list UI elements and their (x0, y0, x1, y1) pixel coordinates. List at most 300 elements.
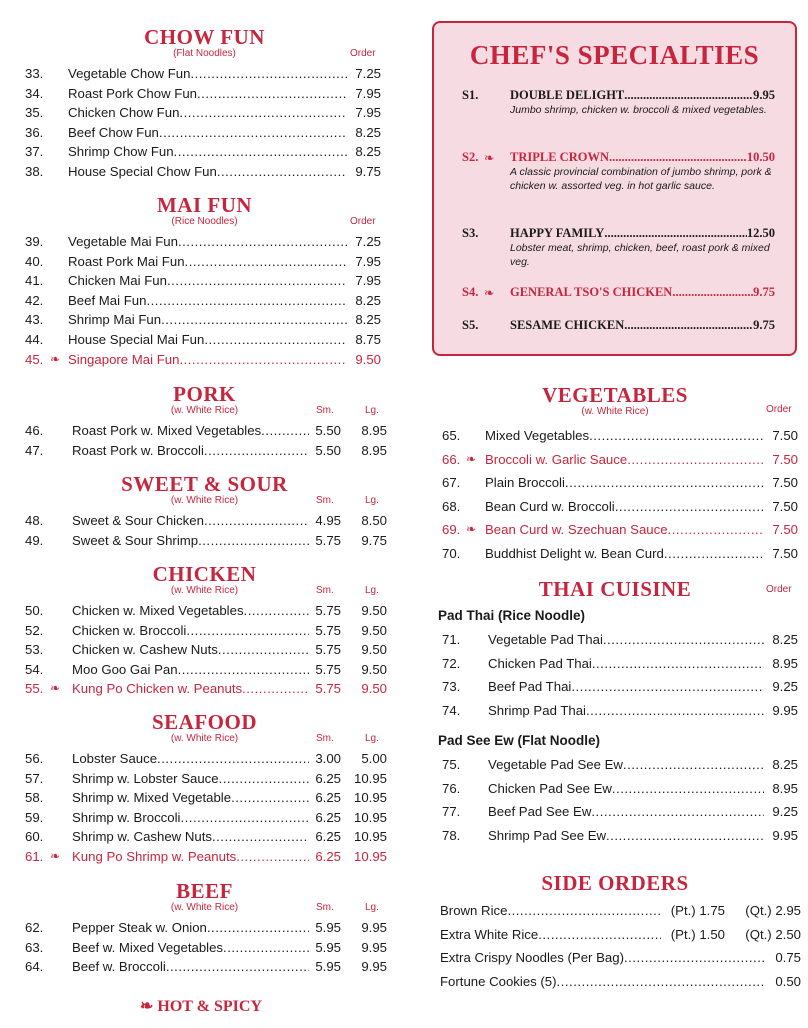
menu-item (22, 310, 387, 330)
item-number: 76. (442, 780, 461, 796)
item-name: Shrimp Pad See Ew (488, 827, 607, 843)
item-price: 3.00 (315, 751, 341, 766)
item-name: Shrimp w. Broccoli (72, 809, 181, 825)
menu-item (432, 755, 798, 775)
specialty-description: Jumbo shrimp, chicken w. broccoli & mixed vegetables. (510, 104, 767, 116)
leader-dots (167, 271, 347, 291)
item-name: Beef Chow Fun (68, 124, 159, 140)
hot-pepper-icon: ❧ (466, 451, 477, 466)
item-name: House Special Mai Fun (68, 331, 205, 347)
item-price: 5.75 (315, 532, 341, 548)
leader-dots (186, 621, 309, 641)
item-price: 7.50 (772, 498, 798, 514)
leader-dots (212, 827, 309, 847)
section-title: CHICKEN (152, 562, 257, 586)
leader-dots (242, 679, 309, 699)
menu-item (22, 123, 387, 143)
menu-item (432, 497, 798, 517)
item-price: 9.50 (361, 622, 387, 638)
section-subheader (22, 902, 387, 918)
item-name-line (440, 946, 765, 970)
leader-dots (591, 802, 764, 822)
item-name-line (72, 938, 309, 958)
item-number: 61. (25, 848, 44, 864)
pint-price: (Pt.) 1.50 (670, 926, 725, 942)
item-name-line (68, 310, 347, 330)
item-name: Vegetable Mai Fun (68, 234, 178, 249)
section-title: MAI FUN (156, 193, 253, 217)
side-order-item (440, 946, 801, 970)
specialty-code: S3. (462, 226, 479, 240)
menu-item (22, 679, 387, 699)
specialty-price: 9.95 (753, 88, 775, 102)
specialty-name-line (510, 88, 775, 103)
item-number: 47. (25, 442, 44, 458)
item-name-line (68, 232, 347, 252)
menu-item (22, 640, 387, 660)
menu-item (432, 654, 798, 674)
leader-dots (198, 531, 309, 551)
item-price: 5.50 (315, 423, 341, 438)
specialty-description: A classic provincial combination of jumbo shrimp, pork & chicken w. assorted veg. in hot garlic sauce. (510, 166, 772, 192)
item-name-line (440, 923, 661, 947)
item-name: Bean Curd w. Szechuan Sauce (485, 522, 668, 537)
item-price: 8.25 (772, 632, 798, 647)
price-column-header: Lg. (365, 902, 379, 913)
item-name-line (72, 788, 309, 808)
item-price: 7.25 (355, 66, 381, 81)
leader-dots (207, 918, 309, 938)
specialty-price: 12.50 (746, 226, 775, 240)
section-subheader (22, 48, 387, 64)
leader-dots (204, 330, 347, 350)
item-price: 9.95 (361, 959, 387, 975)
item-number: 66. (442, 451, 461, 467)
specialty-name-line (510, 285, 775, 300)
section-title: THAI CUISINE (538, 577, 692, 601)
item-price: 10.95 (353, 848, 387, 864)
leader-dots (664, 544, 764, 564)
item-number: 62. (25, 920, 44, 935)
item-price: 7.25 (355, 234, 381, 249)
hot-pepper-icon: ❧ (50, 351, 61, 366)
menu-item (22, 64, 387, 84)
hot-pepper-icon: ❧ (484, 151, 495, 165)
leader-dots (571, 677, 764, 697)
item-name: Shrimp Mai Fun (68, 312, 162, 328)
menu-item (22, 749, 387, 769)
item-name-line (72, 441, 309, 461)
specialty-code: S2. (462, 150, 479, 164)
item-name-line (72, 918, 309, 938)
item-name-line (485, 544, 764, 564)
menu-item (22, 271, 387, 291)
item-number: 37. (25, 144, 44, 160)
section-subtitle: (Rice Noodles) (171, 216, 238, 227)
item-price: 8.95 (772, 780, 798, 796)
menu-section (22, 26, 387, 182)
section-subheader (22, 585, 387, 601)
item-price: 7.95 (355, 105, 381, 121)
menu-item (22, 232, 387, 252)
side-order-item (440, 923, 801, 947)
price-column-header: Lg. (365, 733, 379, 744)
item-price: 8.95 (361, 442, 387, 458)
item-price: 9.50 (355, 351, 381, 367)
leader-dots (609, 150, 747, 165)
leader-dots (204, 511, 309, 531)
item-price: 8.95 (772, 655, 798, 671)
price-column-header: Order (350, 48, 376, 59)
leader-dots (624, 946, 765, 970)
specialty-code: S5. (462, 318, 479, 332)
item-name: Vegetable Pad Thai (488, 632, 603, 647)
item-number: 42. (25, 292, 44, 308)
menu-item (22, 847, 387, 867)
item-number: 71. (442, 632, 461, 647)
section-title: VEGETABLES (542, 383, 688, 407)
specialty-name: GENERAL TSO'S CHICKEN (510, 285, 673, 299)
item-number: 40. (25, 253, 44, 269)
menu-item (432, 779, 798, 799)
item-number: 43. (25, 312, 44, 328)
menu-item (22, 621, 387, 641)
leader-dots (624, 88, 753, 103)
item-name: Broccoli w. Garlic Sauce (485, 451, 628, 467)
section-subtitle: (w. White Rice) (170, 733, 239, 744)
leader-dots (146, 291, 347, 311)
item-name-line (485, 497, 764, 517)
hot-pepper-icon: ❧ (140, 998, 154, 1015)
item-name-line (68, 64, 347, 84)
item-number: 59. (25, 809, 44, 825)
item-number: 68. (442, 498, 461, 514)
item-number: 75. (442, 757, 461, 772)
item-number: 48. (25, 513, 44, 528)
menu-item (22, 531, 387, 551)
item-name-line (72, 601, 309, 621)
item-name: Fortune Cookies (5) (440, 973, 557, 989)
leader-dots (179, 350, 347, 370)
specialty-name: SESAME CHICKEN (510, 318, 625, 332)
leader-dots (159, 123, 347, 143)
item-name: Pepper Steak w. Onion (72, 920, 207, 935)
menu-item (22, 788, 387, 808)
item-name-line (488, 630, 764, 650)
section-title: SIDE ORDERS (541, 871, 689, 895)
item-name-line (488, 779, 764, 799)
specialty-description: Lobster meat, shrimp, chicken, beef, roast pork & mixed veg. (510, 242, 770, 268)
item-name: Chicken Pad Thai (488, 655, 592, 671)
section-subtitle: (Flat Noodles) (173, 48, 236, 59)
item-name-line (440, 899, 661, 923)
specialty-name-line (510, 150, 775, 165)
item-name-line (68, 330, 347, 350)
item-name-line (68, 84, 347, 104)
leader-dots (589, 426, 764, 446)
leader-dots (219, 769, 309, 789)
item-name-line (488, 677, 764, 697)
menu-item (22, 918, 387, 938)
item-name: Buddhist Delight w. Bean Curd (485, 545, 664, 561)
item-name: Shrimp w. Lobster Sauce (72, 770, 219, 786)
item-name-line (72, 421, 309, 441)
hot-spicy-legend (140, 996, 262, 1016)
section-title: CHOW FUN (144, 25, 265, 49)
menu-item (432, 544, 798, 564)
item-number: 41. (25, 273, 44, 289)
item-number: 65. (442, 428, 461, 443)
item-price: 9.95 (772, 827, 798, 843)
menu-item (22, 660, 387, 680)
item-number: 54. (25, 661, 44, 677)
leader-dots (615, 497, 764, 517)
item-price: 4.95 (315, 513, 341, 528)
leader-dots (217, 162, 347, 182)
item-name-line (488, 755, 764, 775)
item-name-line (72, 827, 309, 847)
item-name-line (68, 162, 347, 182)
item-price: 9.95 (361, 920, 387, 935)
item-price: 5.50 (315, 442, 341, 458)
item-name: Chicken Pad See Ew (488, 780, 612, 796)
item-number: 36. (25, 124, 44, 140)
specialty-name-line (510, 318, 775, 333)
item-name: Beef w. Broccoli (72, 959, 166, 975)
item-name: Chicken w. Mixed Vegetables (72, 603, 244, 618)
item-price: 9.50 (361, 681, 387, 697)
leader-dots (592, 654, 764, 674)
leader-dots (185, 252, 347, 272)
item-number: 73. (442, 679, 461, 694)
menu-section (22, 194, 387, 369)
item-price: 10.95 (353, 829, 387, 845)
item-price: 5.75 (315, 681, 341, 697)
item-name: Vegetable Pad See Ew (488, 757, 623, 772)
leader-dots (557, 970, 765, 994)
menu-item (432, 677, 798, 697)
item-name-line (488, 654, 764, 674)
menu-item (22, 441, 387, 461)
item-price: 5.95 (315, 959, 341, 975)
item-name-line (485, 473, 764, 493)
section-subtitle: (w. White Rice) (170, 495, 239, 506)
item-name: House Special Chow Fun (68, 163, 217, 179)
menu-item (432, 473, 798, 493)
leader-dots (180, 808, 309, 828)
item-price: 6.25 (315, 809, 341, 825)
item-price: 9.95 (772, 702, 798, 718)
leader-dots (586, 701, 764, 721)
item-name-line (72, 957, 309, 977)
item-name: Chicken w. Broccoli (72, 622, 187, 638)
item-name-line (68, 291, 347, 311)
hot-pepper-icon: ❧ (50, 681, 61, 696)
subsection-label: Pad Thai (Rice Noodle) (438, 608, 586, 623)
item-name-line (68, 103, 347, 123)
section-subheader (22, 733, 387, 749)
item-name: Moo Goo Gai Pan (72, 661, 178, 677)
item-number: 57. (25, 770, 44, 786)
item-price: 10.95 (353, 790, 387, 806)
item-number: 60. (25, 829, 44, 845)
leader-dots (178, 660, 309, 680)
section-title: SWEET & SOUR (121, 472, 288, 496)
menu-item (432, 520, 798, 540)
item-number: 52. (25, 622, 44, 638)
item-price: 5.95 (315, 939, 341, 955)
item-price: 6.25 (315, 770, 341, 786)
item-name: Plain Broccoli (485, 475, 565, 490)
leader-dots (231, 788, 309, 808)
leader-dots (603, 630, 764, 650)
item-name: Roast Pork w. Mixed Vegetables (72, 423, 262, 438)
item-name: Kung Po Shrimp w. Peanuts (72, 848, 237, 864)
item-name-line (488, 701, 764, 721)
price-column-header: Order (766, 584, 792, 595)
menu-item (432, 802, 798, 822)
item-number: 70. (442, 545, 461, 561)
leader-dots (244, 601, 309, 621)
menu-section (22, 880, 387, 977)
leader-dots (507, 899, 661, 923)
item-price: 9.75 (355, 163, 381, 179)
item-name: Beef w. Mixed Vegetables (72, 939, 224, 955)
section-title: PORK (173, 382, 236, 406)
section-subheader (22, 495, 387, 511)
specialty-price: 9.75 (753, 285, 775, 299)
item-name: Extra White Rice (440, 926, 539, 942)
leader-dots (236, 847, 309, 867)
item-price: 8.25 (355, 124, 381, 140)
item-name-line (72, 679, 309, 699)
item-name: Sweet & Sour Shrimp (72, 532, 199, 548)
menu-item (432, 426, 798, 446)
specialty-name: TRIPLE CROWN (510, 150, 609, 164)
menu-section (22, 711, 387, 867)
item-name: Chicken Chow Fun (68, 105, 180, 121)
menu-item (22, 769, 387, 789)
menu-item (22, 84, 387, 104)
item-name-line (440, 970, 765, 994)
quart-price: (Qt.) 2.50 (745, 926, 801, 942)
leader-dots (627, 450, 764, 470)
leader-dots (166, 957, 309, 977)
leader-dots (161, 310, 347, 330)
item-name: Beef Mai Fun (68, 292, 147, 308)
leader-dots (538, 923, 661, 947)
item-price: 9.50 (361, 642, 387, 658)
menu-item (22, 103, 387, 123)
item-price: 5.75 (315, 603, 341, 618)
item-price: 7.50 (772, 545, 798, 561)
item-number: 67. (442, 475, 461, 490)
menu-item (22, 511, 387, 531)
price-column-header: Sm. (316, 733, 334, 744)
leader-dots (179, 103, 347, 123)
item-name: Mixed Vegetables (485, 428, 590, 443)
price-column-header: Sm. (316, 495, 334, 506)
item-price: 9.50 (361, 603, 387, 618)
menu-item (22, 827, 387, 847)
item-price: 9.50 (361, 661, 387, 677)
item-number: 45. (25, 351, 44, 367)
item-price: 10.95 (353, 770, 387, 786)
item-name: Bean Curd w. Broccoli (485, 498, 615, 514)
leader-dots (174, 142, 347, 162)
item-name-line (72, 531, 309, 551)
item-name-line (72, 640, 309, 660)
item-name: Beef Pad See Ew (488, 804, 592, 819)
menu-item (22, 938, 387, 958)
leader-dots (623, 755, 764, 775)
item-price: 8.95 (361, 423, 387, 438)
item-name: Roast Pork Chow Fun (68, 85, 197, 101)
section-subheader (22, 216, 387, 232)
item-price: 7.95 (355, 253, 381, 269)
hot-pepper-icon: ❧ (484, 286, 495, 300)
item-price: 5.00 (361, 751, 387, 766)
subsection-label: Pad See Ew (Flat Noodle) (438, 733, 601, 748)
leader-dots (606, 826, 764, 846)
item-price: 9.75 (361, 532, 387, 548)
item-name-line (68, 123, 347, 143)
menu-item (432, 450, 798, 470)
specialty-name: HAPPY FAMILY (510, 226, 605, 240)
item-price: 7.50 (772, 451, 798, 467)
menu-item (22, 291, 387, 311)
item-name-line (72, 847, 309, 867)
menu-item (432, 630, 798, 650)
item-number: 33. (25, 66, 44, 81)
item-name-line (68, 350, 347, 370)
hot-pepper-icon: ❧ (466, 522, 477, 536)
quart-price: 0.75 (775, 950, 801, 965)
item-price: 10.95 (353, 809, 387, 825)
specialty-code: S4. (462, 285, 479, 299)
menu-item (432, 826, 798, 846)
specialty-name: DOUBLE DELIGHT (510, 88, 625, 102)
leader-dots (218, 640, 309, 660)
item-name: Extra Crispy Noodles (Per Bag) (440, 950, 624, 965)
side-order-item (440, 970, 801, 994)
item-name: Sweet & Sour Chicken (72, 513, 204, 528)
leader-dots (157, 749, 309, 769)
quart-price: (Qt.) 2.95 (745, 903, 801, 918)
item-name-line (488, 826, 764, 846)
item-price: 8.25 (355, 144, 381, 160)
section-title: BEEF (176, 879, 233, 903)
item-name-line (68, 252, 347, 272)
leader-dots (612, 779, 764, 799)
item-number: 35. (25, 105, 44, 121)
menu-item (22, 162, 387, 182)
price-column-header: Lg. (365, 495, 379, 506)
item-price: 8.25 (355, 292, 381, 308)
price-column-header: Sm. (316, 405, 334, 416)
item-number: 46. (25, 423, 44, 438)
item-number: 39. (25, 234, 44, 249)
item-name-line (72, 808, 309, 828)
item-number: 50. (25, 603, 44, 618)
item-name-line (72, 511, 309, 531)
section-title: SEAFOOD (151, 710, 257, 734)
leader-dots (190, 64, 347, 84)
menu-item (432, 701, 798, 721)
item-name: Beef Pad Thai (488, 679, 572, 694)
item-name-line (488, 802, 764, 822)
leader-dots (624, 318, 753, 333)
